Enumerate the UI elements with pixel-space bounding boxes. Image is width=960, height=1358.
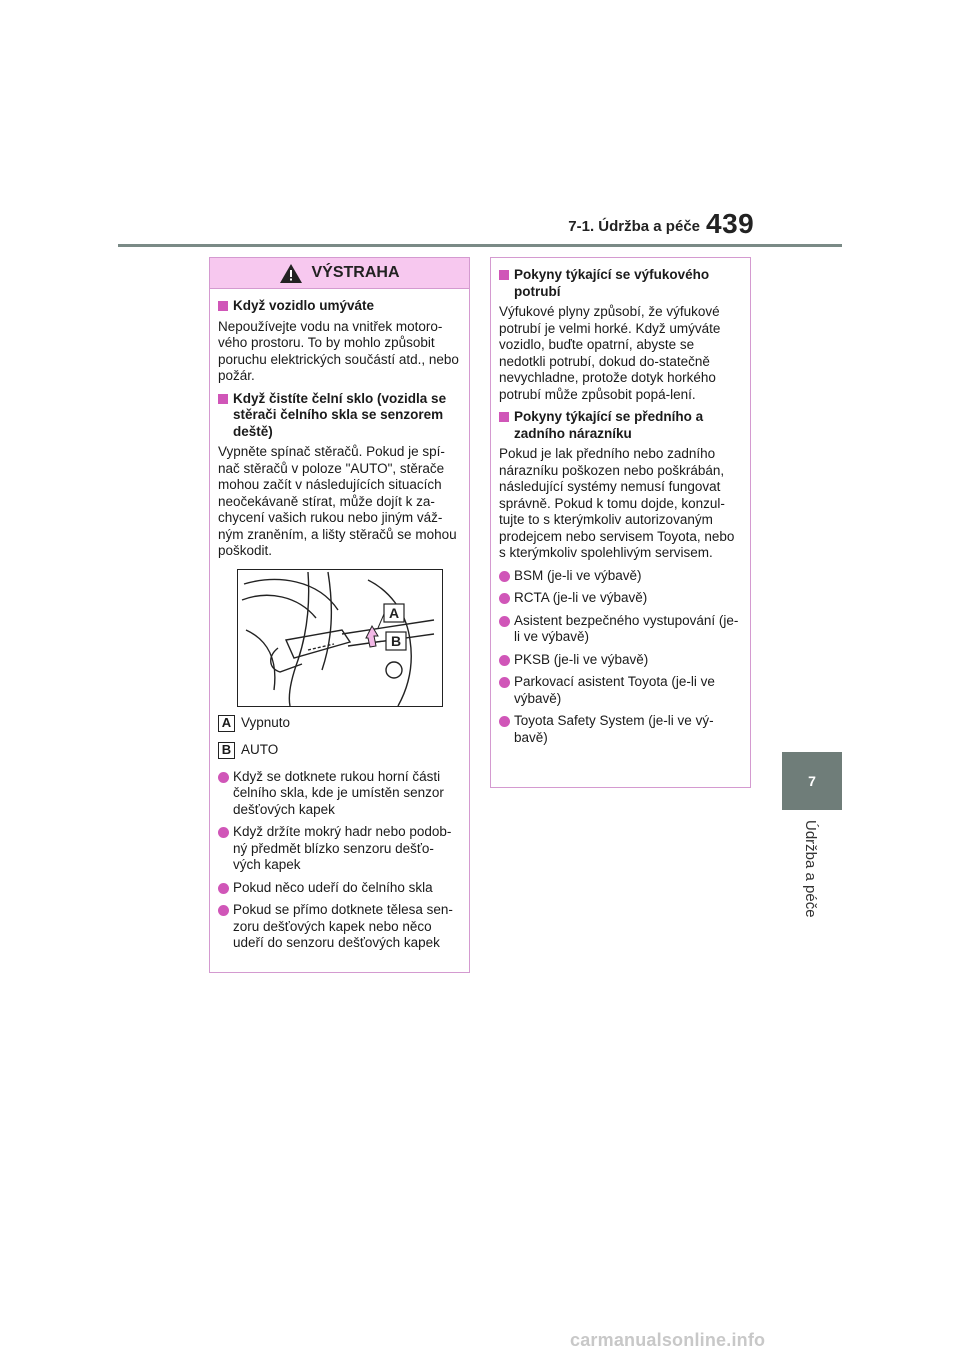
list-item: Asistent bezpečného vystupování (je-li ve výbavě) [499, 613, 742, 646]
chapter-side-title: Údržba a péče [802, 820, 819, 918]
round-bullet-icon [499, 616, 510, 627]
label-text: Vypnuto [241, 714, 291, 730]
warning-title: VÝSTRAHA [311, 264, 400, 281]
square-bullet-icon [218, 301, 228, 311]
header-rule [118, 244, 842, 247]
label-row-a [218, 715, 461, 732]
section-title: 7-1. Údržba a péče [568, 218, 700, 235]
page-number: 439 [706, 208, 755, 239]
watermark: carmanualsonline.info [570, 1330, 766, 1350]
list-item: PKSB (je-li ve výbavě) [499, 652, 742, 669]
list-item: Pokud něco udeří do čelního skla [218, 880, 461, 897]
section-heading: Když vozidlo umýváte [218, 298, 461, 315]
list-item: Když držíte mokrý hadr nebo podob-ný předmět blízko senzoru dešťo-vých kapek [218, 824, 461, 874]
round-bullet-icon [218, 905, 229, 916]
square-bullet-icon [499, 270, 509, 280]
warning-box [209, 257, 470, 973]
list-item: Když se dotknete rukou horní části čelního skla, kde je umístěn senzor dešťových kapek [218, 769, 461, 819]
square-bullet-icon [499, 412, 509, 422]
round-bullet-icon [218, 772, 229, 783]
caution-box [490, 257, 751, 788]
paragraph: Výfukové plyny způsobí, že výfukové potrubí je velmi horké. Když umýváte vozidlo, buďte opatrní, abyste se nedotkli potrubí, dokud do-statečně nevychladne, protože dotyk horkého potrubí může způsobit popá-lení. [499, 304, 721, 402]
label-badge: B [218, 742, 235, 759]
round-bullet-icon [499, 571, 510, 582]
section-heading: Pokyny týkající se výfukového potrubí [499, 267, 742, 300]
list-item: Pokud se přímo dotknete tělesa sen-zoru dešťových kapek nebo něco udeří do senzoru dešťových kapek [218, 902, 461, 952]
callout-a: A [388, 604, 400, 621]
wiper-switch-drawing [238, 570, 442, 706]
warning-triangle-icon [279, 263, 303, 284]
square-bullet-icon [218, 394, 228, 404]
list-item: Toyota Safety System (je-li ve vý-bavě) [499, 713, 742, 746]
section-heading: Pokyny týkající se předního a zadního nárazníku [499, 409, 742, 442]
round-bullet-icon [218, 883, 229, 894]
label-text: AUTO [241, 741, 279, 757]
warning-header [210, 258, 469, 289]
round-bullet-icon [499, 593, 510, 604]
paragraph: Vypněte spínač stěračů. Pokud je spí-nač stěračů v poloze "AUTO", stěrače mohou začít v následujících situacích neočekávaně stírat, může dojít k za-chycení vašich rukou nebo jiným váž-ným zraněním, a lišty stěračů se mohou poškodit. [218, 444, 457, 558]
paragraph: Pokud je lak předního nebo zadního nárazníku poškozen nebo poškrábán, následující systémy nemusí fungovat správně. Pokud k tomu dojde, konzul-tujte to s kterýmkoliv autorizovaným prodejcem nebo servisem Toyota, nebo s kterýmkoliv spolehlivým servisem. [499, 446, 735, 560]
callout-b: B [390, 632, 402, 649]
list-item: RCTA (je-li ve výbavě) [499, 590, 742, 607]
round-bullet-icon [218, 827, 229, 838]
list-item: Parkovací asistent Toyota (je-li ve výbavě) [499, 674, 742, 707]
list-item: BSM (je-li ve výbavě) [499, 568, 742, 585]
chapter-tab: 7 [782, 752, 842, 810]
wiper-switch-illustration [237, 569, 443, 707]
round-bullet-icon [499, 716, 510, 727]
round-bullet-icon [499, 677, 510, 688]
label-badge: A [218, 715, 235, 732]
paragraph: Nepoužívejte vodu na vnitřek motoro-vého prostoru. To by mohlo způsobit poruchu elektrických součástí atd., nebo požár. [218, 318, 459, 383]
section-heading: Když čistíte čelní sklo (vozidla se stěrači čelního skla se senzorem deště) [218, 391, 461, 441]
round-bullet-icon [499, 655, 510, 666]
label-row-b [218, 742, 461, 759]
